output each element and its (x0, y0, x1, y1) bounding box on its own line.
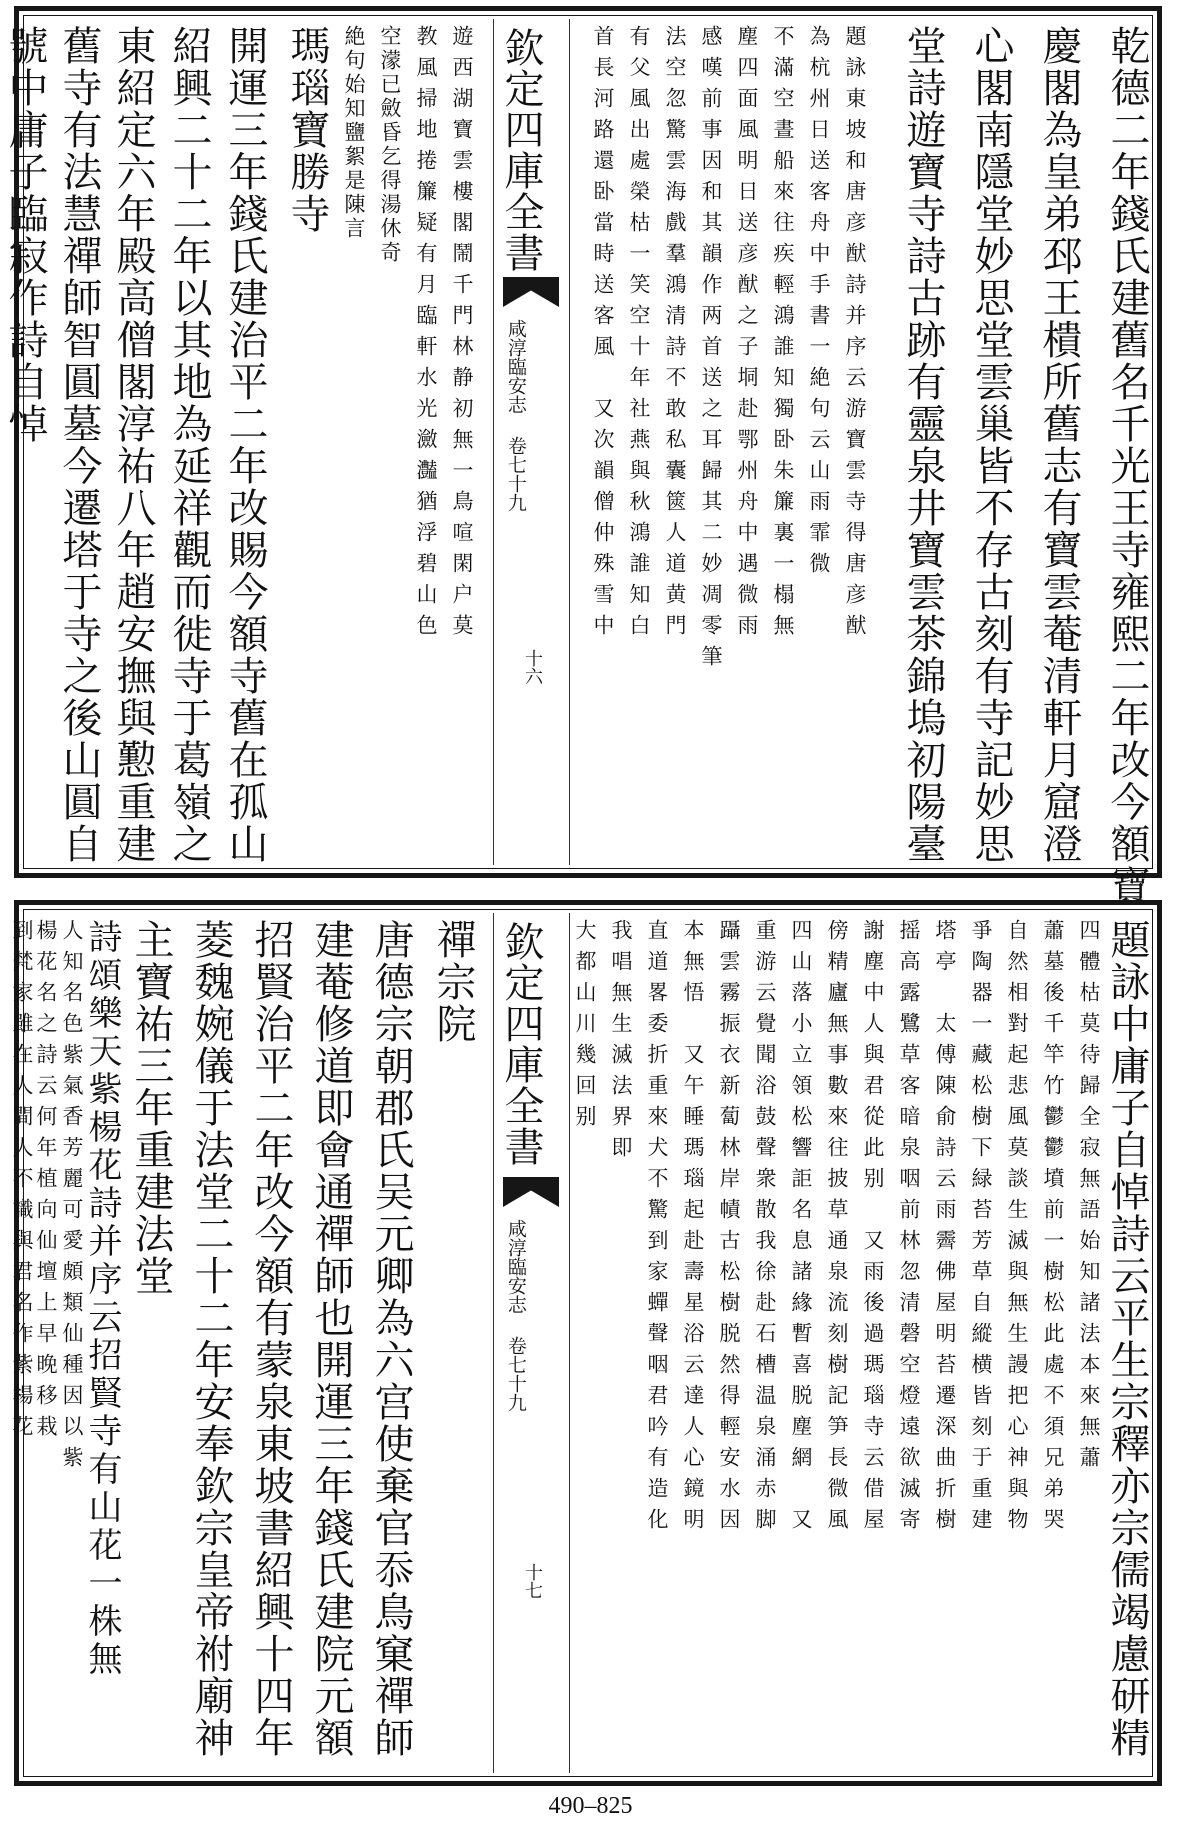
book-title: 欽定四庫全書 (498, 921, 544, 1167)
annotation-column: 大都山川幾回别 (573, 919, 597, 1136)
text-column: 唐德宗朝郡氏吴元卿為六宫使棄官忝鳥窠禪師 (368, 919, 414, 1759)
poem-column: 詩頌樂天紫楊花詩并序云招賢寺有山花一株無 (82, 919, 122, 1679)
annotation-column: 感嘆前事因和其韻作两首送之耳歸其二妙凋零筆 (699, 25, 723, 676)
text-column: 號中庸子臨寂作詩自悼 (2, 25, 48, 445)
center-rule-left (493, 913, 494, 1773)
annotation-column: 不滿空晝船來往疾輕鴻誰知獨卧朱簾裏一榻無 (771, 25, 795, 645)
annotation-column: 為杭州日送客舟中手書一絶句云山雨霏微 (807, 25, 831, 583)
center-rule-right (569, 19, 570, 865)
annotation-column: 遊西湖寶雲樓閣鬧千門林静初無一鳥喧閑户莫 (450, 25, 474, 645)
text-column: 心閣南隱堂妙思堂雲巢皆不存古刻有寺記妙思 (968, 25, 1014, 865)
folio-number: 十六 (522, 649, 543, 685)
annotation-column: 傍精廬無事數來往披草通泉流刻樹記笋長微風 (825, 919, 849, 1539)
volume-label: 咸淳臨安志 卷七十九 (504, 1219, 527, 1412)
annotation-column: 本無悟 又午睡瑪瑙起赴壽星浴云達人心鏡明 (681, 919, 705, 1539)
folio-number: 十七 (522, 1563, 543, 1599)
fishtail-mark (503, 277, 559, 307)
center-column (495, 913, 567, 1773)
text-column: 建菴修道即會通禪師也開運三年錢氏建院元額 (308, 919, 354, 1759)
text-column: 招賢治平二年改今額有蒙泉東坡書紹興十四年 (248, 919, 294, 1759)
annotation-column: 法空忽驚雲海戲羣鴻清詩不敢私囊篋人道黄門 (663, 25, 687, 645)
annotation-column: 爭陶器一藏松樹下緑苔芳草自縱横皆刻于重建 (969, 919, 993, 1539)
annotation-column: 有父風出處榮枯一笑空十年社燕與秋鴻誰知白 (627, 25, 651, 645)
annotation-column: 我唱無生滅法界即 (609, 919, 633, 1167)
text-column: 東紹定六年殿高僧閣淳祐八年趙安撫與懃重建 (110, 25, 156, 865)
annotation-column: 蕭墓後千竿竹鬱鬱墳前一樹松此處不須兄弟哭 (1041, 919, 1065, 1539)
text-column: 紹興二十二年以其地為延祥觀而徙寺于葛嶺之 (166, 25, 212, 865)
annotation-column: 人知名色紫氣香芳麗可愛頗類仙種因以紫 (60, 919, 84, 1477)
page-number: 490–825 (548, 1793, 633, 1819)
annotation-column: 題詠東坡和唐彦猷詩并序云游寶雲寺得唐彦猷 (843, 25, 867, 645)
annotation-column: 重游云覺聞浴鼓聲衆散我徐赴石槽温泉涌赤脚 (753, 919, 777, 1539)
annotation-column: 絶句始知鹽絮是陳言 (342, 25, 366, 241)
text-column: 乾德二年錢氏建舊名千光王寺雍熙二年改今額寶 (1104, 25, 1150, 907)
text-column: 主寶祐三年重建法堂 (128, 919, 174, 1297)
volume-label: 咸淳臨安志 卷七十九 (504, 319, 527, 512)
text-column: 慶閣為皇弟邳王樻所舊志有寶雲菴清軒月窟澄 (1036, 25, 1082, 865)
annotation-column: 四山落小立領松響詎名息諸緣暫喜脱塵網 又 (789, 919, 813, 1539)
annotation-column: 摇高露鷺草客暗泉咽前林忽清磬空燈遠欲滅寄 (897, 919, 921, 1539)
book-title: 欽定四庫全書 (498, 27, 544, 273)
annotation-column: 躡雲霧振衣新蔔林岸幘古松樹脱然得輕安水因 (717, 919, 741, 1539)
center-rule-left (493, 19, 494, 865)
annotation-column: 直道畧委折重來犬不驚到家蟬聲咽君吟有造化 (645, 919, 669, 1539)
center-column (495, 19, 567, 865)
center-rule-right (569, 913, 570, 1773)
annotation-column: 塔亭 太傅陳俞詩云雨霽佛屋明苔遷深曲折樹 (933, 919, 957, 1539)
text-column: 菱魏婉儀于法堂二十二年安奉欽宗皇帝祔廟神 (188, 919, 234, 1759)
annotation-column: 到梵家雖在人間人不識與君名作紫楊花 (10, 919, 34, 1446)
annotation-column: 空濛已斂昏乞得湯休奇 (378, 25, 402, 265)
section-heading: 瑪瑙寶勝寺 (284, 25, 330, 235)
section-heading: 禪宗院 (430, 919, 476, 1045)
text-column: 堂詩遊寶寺詩古跡有靈泉井寶雲茶錦塢初陽臺 (900, 25, 946, 865)
annotation-column: 楊花名之詩云何年植向仙壇上早晚移栽 (34, 919, 58, 1446)
annotation-column: 首長河路還卧當時送客風 又次韻僧仲殊雪中 (591, 25, 615, 645)
text-column: 舊寺有法慧禪師智圓墓今遷塔于寺之後山圓自 (56, 25, 102, 865)
bottom-page (10, 900, 1162, 1786)
top-page (2, 6, 1162, 907)
annotation-column: 四體枯莫待歸全寂無語始知諸法本來無蕭 (1077, 919, 1101, 1477)
annotation-column: 教風掃地捲簾疑有月臨軒水光瀲灎猶浮碧山色 (414, 25, 438, 645)
annotation-heading-column: 題詠中庸子自悼詩云平生宗釋亦宗儒竭慮研精 (1104, 919, 1150, 1759)
annotation-column: 謝塵中人與君從此别 又雨後過瑪瑙寺云借屋 (861, 919, 885, 1539)
annotation-column: 塵四面風明日送彦猷之子垌赴鄂州舟中遇微雨 (735, 25, 759, 645)
annotation-column: 自然相對起悲風莫談生滅與無生謾把心神與物 (1005, 919, 1029, 1539)
text-column: 開運三年錢氏建治平二年改賜今額寺舊在孤山 (222, 25, 268, 865)
fishtail-mark (503, 1177, 559, 1207)
